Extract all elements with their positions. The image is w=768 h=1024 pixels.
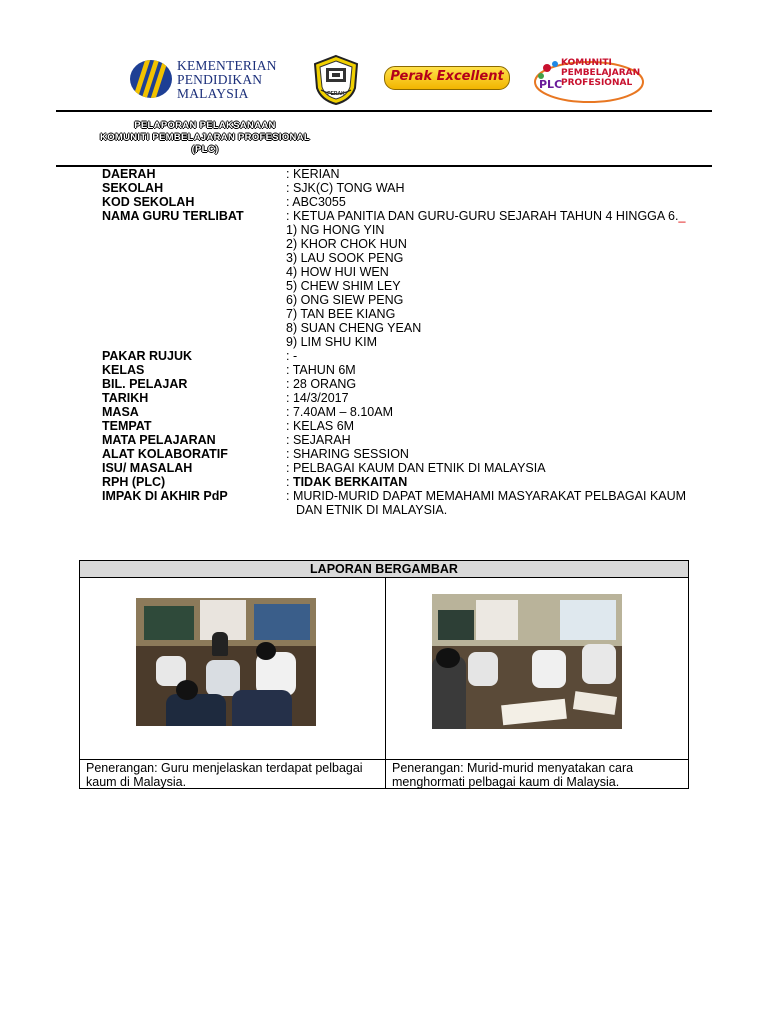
teacher-item: 7) TAN BEE KIANG [286, 307, 396, 321]
kpm-logo [130, 58, 280, 102]
right-photo-caption: Penerangan: Murid-murid menyatakan cara menghormati pelbagai kaum di Malaysia. [392, 761, 634, 789]
svg-text:PERAK: PERAK [327, 91, 345, 97]
daerah-label: DAERAH [102, 167, 156, 181]
alat-kolaboratif-label: ALAT KOLABORATIF [102, 447, 228, 461]
kpm-emblem-icon [130, 60, 172, 98]
impak-label: IMPAK DI AKHIR PdP [102, 489, 228, 503]
pakar-rujuk-value: : - [286, 349, 298, 363]
teacher-item: 6) ONG SIEW PENG [286, 293, 404, 307]
perak-excellent-text: Perak Excellent [390, 69, 504, 84]
nama-guru-label: NAMA GURU TERLIBAT [102, 209, 244, 223]
classroom-photo-right [432, 594, 622, 729]
photo-report-table [79, 560, 689, 789]
bil-pelajar-value: : 28 ORANG [286, 377, 357, 391]
page-title: PELAPORAN PELAKSANAAN KOMUNITI PEMBELAJARAN PROFESIONAL (PLC) [100, 120, 310, 155]
kelas-label: KELAS [102, 363, 145, 377]
table-column-divider [385, 578, 386, 788]
kelas-value: : TAHUN 6M [286, 363, 356, 377]
alat-kolaboratif-value: : SHARING SESSION [286, 447, 409, 461]
impak-value-cont: DAN ETNIK DI MALAYSIA. [296, 503, 448, 517]
tempat-value: : KELAS 6M [286, 419, 355, 433]
teacher-item: 5) CHEW SHIM LEY [286, 279, 401, 293]
nama-guru-value: : KETUA PANITIA DAN GURU-GURU SEJARAH TAHUN 4 HINGGA 6._ [286, 209, 686, 223]
kpm-logo-text: KEMENTERIAN PENDIDIKAN MALAYSIA [177, 58, 277, 101]
tarikh-label: TARIKH [102, 391, 149, 405]
teacher-item: 9) LIM SHU KIM [286, 335, 377, 349]
teacher-item: 4) HOW HUI WEN [286, 265, 389, 279]
logo-row [0, 48, 768, 110]
perak-crest-icon [311, 54, 361, 106]
teacher-item: 3) LAU SOOK PENG [286, 251, 404, 265]
sekolah-value: : SJK(C) TONG WAH [286, 181, 405, 195]
impak-value: : MURID-MURID DAPAT MEMAHAMI MASYARAKAT PELBAGAI KAUM [286, 489, 687, 503]
isu-masalah-label: ISU/ MASALAH [102, 461, 193, 475]
pakar-rujuk-label: PAKAR RUJUK [102, 349, 193, 363]
edit-mark: _ [678, 209, 686, 223]
teacher-item: 8) SUAN CHENG YEAN [286, 321, 422, 335]
classroom-photo-left [136, 598, 316, 726]
rph-label: RPH (PLC) [102, 475, 166, 489]
mata-pelajaran-label: MATA PELAJARAN [102, 433, 216, 447]
teacher-item: 1) NG HONG YIN [286, 223, 385, 237]
sekolah-label: SEKOLAH [102, 181, 164, 195]
masa-value: : 7.40AM – 8.10AM [286, 405, 394, 419]
rph-value: : TIDAK BERKAITAN [286, 475, 408, 489]
table-row-divider [80, 759, 688, 760]
plc-logo-text: KOMUNITI PEMBELAJARAN PROFESIONAL [561, 58, 641, 88]
tarikh-value: : 14/3/2017 [286, 391, 349, 405]
svg-text:PLC: PLC [539, 78, 563, 91]
top-divider [56, 110, 712, 112]
isu-masalah-value: : PELBAGAI KAUM DAN ETNIK DI MALAYSIA [286, 461, 546, 475]
left-photo-caption: Penerangan: Guru menjelaskan terdapat pelbagai kaum di Malaysia. [86, 761, 363, 789]
tempat-label: TEMPAT [102, 419, 152, 433]
plc-logo [533, 54, 645, 106]
masa-label: MASA [102, 405, 139, 419]
bil-pelajar-label: BIL. PELAJAR [102, 377, 188, 391]
photo-report-heading: LAPORAN BERGAMBAR [80, 561, 688, 578]
kod-sekolah-label: KOD SEKOLAH [102, 195, 195, 209]
daerah-value: : KERIAN [286, 167, 340, 181]
kod-sekolah-value: : ABC3055 [286, 195, 346, 209]
perak-excellent-logo [384, 66, 510, 90]
mata-pelajaran-value: : SEJARAH [286, 433, 351, 447]
teacher-item: 2) KHOR CHOK HUN [286, 237, 407, 251]
